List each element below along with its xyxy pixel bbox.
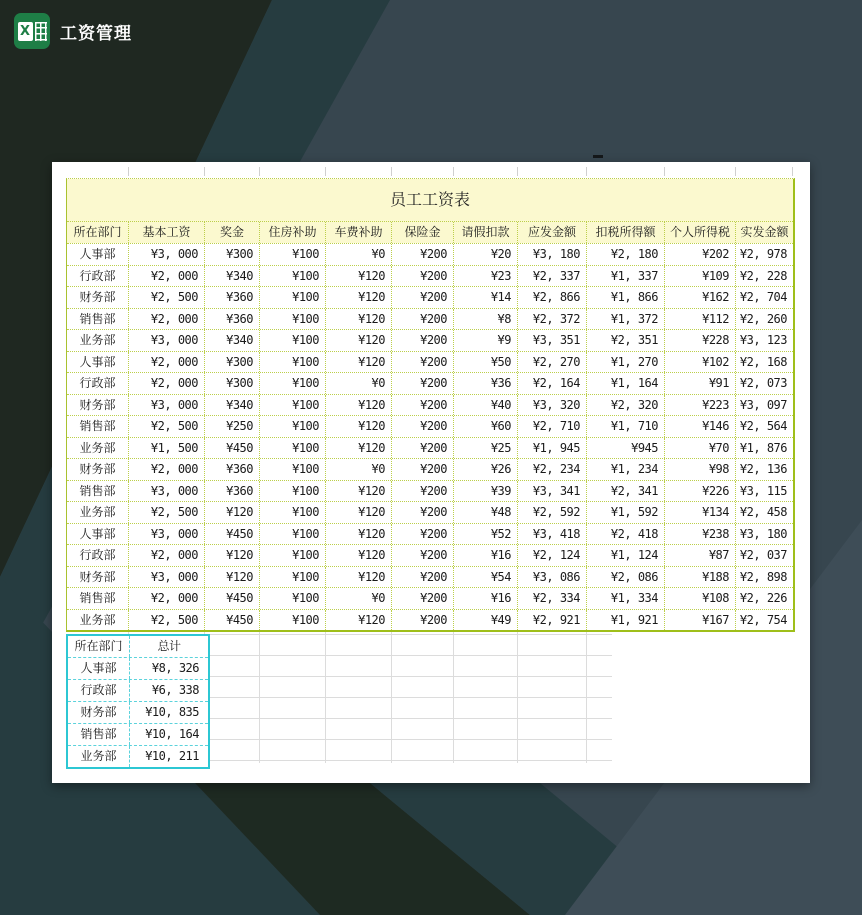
column-header[interactable]: 扣税所得额 [587,222,665,243]
table-row [67,243,793,265]
table-cell[interactable]: ¥300 [205,373,260,394]
table-cell[interactable]: ¥2, 458 [739,505,787,519]
table-cell[interactable]: ¥0 [326,244,392,265]
table-cell[interactable]: 行政部 [67,373,129,394]
table-cell[interactable]: ¥3, 000 [129,481,205,502]
table-cell[interactable]: ¥100 [260,524,326,545]
table-cell[interactable]: ¥20 [454,244,518,265]
table-cell[interactable]: ¥23 [454,266,518,287]
table-cell[interactable]: ¥1, 921 [587,610,665,631]
table-cell[interactable]: ¥2, 320 [587,395,665,416]
table-cell[interactable]: ¥3, 097 [739,397,787,412]
table-cell[interactable]: ¥120 [326,502,392,523]
summary-cell[interactable]: 行政部 [68,680,130,701]
table-cell[interactable]: ¥2, 000 [129,459,205,480]
table-cell[interactable]: ¥2, 418 [587,524,665,545]
table-cell[interactable]: 业务部 [67,330,129,351]
table-cell[interactable]: ¥100 [260,610,326,631]
table-cell[interactable]: ¥2, 000 [129,266,205,287]
table-cell[interactable]: ¥98 [665,459,736,480]
table-cell[interactable]: ¥2, 978 [739,247,787,261]
column-header[interactable]: 实发金额 [740,225,789,239]
table-cell[interactable]: ¥200 [392,502,454,523]
table-cell[interactable]: ¥100 [260,395,326,416]
table-cell[interactable]: ¥100 [260,459,326,480]
table-cell[interactable]: ¥120 [326,330,392,351]
table-cell[interactable]: ¥120 [326,610,392,631]
table-cell[interactable]: ¥340 [205,266,260,287]
table-cell[interactable]: ¥40 [454,395,518,416]
table-cell[interactable]: ¥2, 168 [739,354,787,369]
table-cell[interactable]: ¥200 [392,459,454,480]
table-cell[interactable]: ¥238 [665,524,736,545]
column-header[interactable]: 所在部门 [67,222,129,243]
table-cell[interactable]: ¥48 [454,502,518,523]
table-cell[interactable]: ¥25 [454,438,518,459]
table-cell[interactable]: ¥2, 000 [129,352,205,373]
table-cell[interactable]: ¥2, 000 [129,588,205,609]
table-cell[interactable]: 业务部 [67,502,129,523]
table-cell[interactable]: ¥1, 270 [587,352,665,373]
table-cell[interactable]: ¥340 [205,330,260,351]
table-cell[interactable]: 行政部 [67,266,129,287]
header-row [67,222,793,243]
table-cell[interactable]: 财务部 [67,287,129,308]
table-row [67,501,793,523]
window-titlebar [14,13,132,49]
table-cell[interactable]: ¥1, 500 [129,438,205,459]
table-cell[interactable]: ¥14 [454,287,518,308]
table-cell[interactable]: ¥200 [392,524,454,545]
table-row [67,286,793,308]
table-cell[interactable]: ¥54 [454,567,518,588]
table-cell[interactable]: ¥2, 037 [739,548,787,562]
table-cell[interactable]: ¥1, 372 [587,309,665,330]
table-cell[interactable]: ¥100 [260,438,326,459]
column-header[interactable]: 应发金额 [518,222,587,243]
table-cell[interactable]: ¥450 [205,610,260,631]
table-cell[interactable]: ¥200 [392,244,454,265]
table-cell[interactable]: ¥360 [205,309,260,330]
table-row [67,458,793,480]
table-row [67,523,793,545]
table-cell[interactable]: ¥120 [326,395,392,416]
table-row [67,415,793,437]
summary-cell[interactable]: 财务部 [68,702,130,723]
table-cell[interactable]: ¥120 [326,438,392,459]
table-cell[interactable]: ¥2, 000 [129,373,205,394]
table-cell[interactable]: ¥2, 124 [518,545,587,566]
table-cell[interactable]: ¥9 [454,330,518,351]
page-title: 工资管理 [60,23,132,44]
table-cell[interactable]: 财务部 [67,459,129,480]
table-cell[interactable]: ¥1, 234 [587,459,665,480]
table-cell[interactable]: 人事部 [67,352,129,373]
table-cell[interactable]: ¥1, 124 [587,545,665,566]
table-cell[interactable]: ¥108 [665,588,736,609]
table-cell[interactable]: ¥120 [326,481,392,502]
table-cell[interactable]: ¥2, 500 [129,502,205,523]
column-header[interactable]: 个人所得税 [665,222,736,243]
table-cell[interactable]: ¥120 [326,266,392,287]
table-cell[interactable]: ¥100 [260,567,326,588]
summary-cell[interactable]: 销售部 [68,724,130,745]
table-cell[interactable]: ¥100 [260,373,326,394]
table-cell[interactable]: ¥2, 164 [518,373,587,394]
table-cell[interactable]: ¥360 [205,481,260,502]
table-cell[interactable]: ¥360 [205,459,260,480]
table-cell[interactable]: ¥0 [326,373,392,394]
table-row [67,351,793,373]
table-cell[interactable]: ¥2, 270 [518,352,587,373]
table-cell[interactable]: 财务部 [67,567,129,588]
table-cell[interactable]: ¥2, 500 [129,416,205,437]
table-cell[interactable]: ¥3, 000 [129,330,205,351]
table-cell[interactable]: ¥87 [665,545,736,566]
excel-icon [14,13,50,49]
table-cell[interactable]: ¥100 [260,545,326,566]
table-cell[interactable]: ¥2, 592 [518,502,587,523]
table-row [67,566,793,588]
table-cell[interactable]: ¥100 [260,266,326,287]
sheet-title: 员工工资表 [67,179,793,222]
table-cell[interactable]: ¥146 [665,416,736,437]
column-header[interactable]: 奖金 [205,222,260,243]
table-cell[interactable]: ¥100 [260,481,326,502]
table-cell[interactable]: ¥1, 710 [587,416,665,437]
table-row [67,480,793,502]
table-cell[interactable]: ¥3, 341 [518,481,587,502]
table-cell[interactable]: 业务部 [67,610,129,631]
table-cell[interactable]: ¥100 [260,309,326,330]
table-row [67,394,793,416]
table-cell[interactable]: ¥167 [665,610,736,631]
table-cell[interactable]: ¥102 [665,352,736,373]
table-cell[interactable]: ¥200 [392,373,454,394]
table-cell[interactable]: ¥200 [392,610,454,631]
summary-cell[interactable]: ¥8, 326 [151,661,199,675]
table-cell[interactable]: ¥52 [454,524,518,545]
table-cell[interactable]: ¥1, 876 [739,440,787,455]
table-cell[interactable]: ¥100 [260,352,326,373]
summary-table [66,634,210,769]
table-cell[interactable]: ¥2, 234 [518,459,587,480]
table-cell[interactable]: ¥223 [665,395,736,416]
table-cell[interactable]: 销售部 [67,309,129,330]
table-cell[interactable]: ¥450 [205,438,260,459]
table-cell[interactable]: ¥2, 226 [739,591,787,605]
table-cell[interactable]: ¥200 [392,416,454,437]
table-cell[interactable]: ¥300 [205,244,260,265]
table-cell[interactable]: ¥100 [260,244,326,265]
column-header[interactable]: 车费补助 [326,222,392,243]
summary-column-header[interactable]: 所在部门 [68,636,130,657]
table-cell[interactable]: ¥0 [326,588,392,609]
table-cell[interactable]: ¥250 [205,416,260,437]
table-cell[interactable]: ¥3, 320 [518,395,587,416]
summary-row [68,723,208,745]
table-cell[interactable]: 人事部 [67,244,129,265]
table-cell[interactable]: ¥8 [454,309,518,330]
table-cell[interactable]: ¥16 [454,588,518,609]
table-cell[interactable]: ¥120 [205,567,260,588]
table-row [67,609,793,631]
table-cell[interactable]: ¥2, 086 [587,567,665,588]
summary-row [68,657,208,679]
table-cell[interactable]: ¥1, 592 [587,502,665,523]
summary-cell[interactable]: 人事部 [68,658,130,679]
table-cell[interactable]: 销售部 [67,416,129,437]
summary-cell[interactable]: ¥10, 164 [145,727,199,741]
table-cell[interactable]: ¥120 [326,309,392,330]
summary-cell[interactable]: ¥10, 211 [145,749,199,763]
table-cell[interactable]: ¥120 [326,416,392,437]
table-cell[interactable]: ¥50 [454,352,518,373]
excel-grid-glyph [35,22,47,41]
table-cell[interactable]: ¥2, 710 [518,416,587,437]
table-cell[interactable]: ¥134 [665,502,736,523]
table-cell[interactable]: ¥2, 073 [739,376,787,390]
table-cell[interactable]: ¥200 [392,266,454,287]
table-cell[interactable]: ¥70 [665,438,736,459]
table-cell[interactable]: ¥2, 866 [518,287,587,308]
table-cell[interactable]: ¥120 [326,352,392,373]
table-cell[interactable]: ¥228 [665,330,736,351]
table-cell[interactable]: 销售部 [67,588,129,609]
table-cell[interactable]: ¥100 [260,287,326,308]
excel-x-glyph: X [18,22,33,41]
table-cell[interactable]: ¥2, 136 [739,462,787,476]
table-cell[interactable]: ¥202 [665,244,736,265]
table-cell[interactable]: ¥100 [260,588,326,609]
table-cell[interactable]: 财务部 [67,395,129,416]
table-cell[interactable]: ¥100 [260,502,326,523]
table-cell[interactable]: ¥16 [454,545,518,566]
table-cell[interactable]: ¥60 [454,416,518,437]
table-cell[interactable]: ¥226 [665,481,736,502]
table-cell[interactable]: ¥300 [205,352,260,373]
table-cell[interactable]: ¥1, 866 [587,287,665,308]
table-row [67,437,793,459]
table-cell[interactable]: ¥200 [392,309,454,330]
table-cell[interactable]: ¥450 [205,524,260,545]
table-cell[interactable]: ¥120 [205,545,260,566]
table-cell[interactable]: ¥188 [665,567,736,588]
table-cell[interactable]: ¥200 [392,330,454,351]
table-cell[interactable]: ¥49 [454,610,518,631]
summary-cell[interactable]: ¥10, 835 [145,705,199,719]
table-cell[interactable]: ¥200 [392,567,454,588]
table-cell[interactable]: ¥2, 000 [129,309,205,330]
table-cell[interactable]: ¥2, 260 [739,311,787,326]
table-cell[interactable]: ¥2, 500 [129,287,205,308]
table-cell[interactable]: 人事部 [67,524,129,545]
spreadsheet-card [52,162,810,783]
table-cell[interactable]: ¥2, 898 [739,569,787,584]
table-cell[interactable]: ¥1, 164 [587,373,665,394]
table-cell[interactable]: ¥120 [326,567,392,588]
table-cell[interactable]: ¥2, 564 [739,419,787,433]
table-cell[interactable]: ¥120 [326,287,392,308]
table-cell[interactable]: ¥0 [326,459,392,480]
table-cell[interactable]: ¥2, 372 [518,309,587,330]
summary-row [68,745,208,767]
table-cell[interactable]: ¥200 [392,438,454,459]
column-header[interactable]: 住房补助 [260,222,326,243]
table-cell[interactable]: 销售部 [67,481,129,502]
table-cell[interactable]: ¥1, 945 [518,438,587,459]
table-cell[interactable]: ¥360 [205,287,260,308]
table-cell[interactable]: ¥3, 123 [739,333,787,347]
table-cell[interactable]: ¥100 [260,330,326,351]
table-cell[interactable]: ¥120 [205,502,260,523]
column-header[interactable]: 请假扣款 [454,222,518,243]
table-row [67,587,793,609]
table-row [67,308,793,330]
table-cell[interactable]: ¥200 [392,481,454,502]
summary-row [68,679,208,701]
table-cell[interactable]: ¥2, 341 [587,481,665,502]
table-cell[interactable]: ¥3, 086 [518,567,587,588]
summary-row [68,701,208,723]
table-cell[interactable]: ¥120 [326,545,392,566]
table-row [67,544,793,566]
table-cell[interactable]: ¥2, 351 [587,330,665,351]
column-header[interactable]: 基本工资 [129,222,205,243]
table-cell[interactable]: ¥2, 334 [518,588,587,609]
table-cell[interactable]: ¥2, 500 [129,610,205,631]
column-header[interactable]: 保险金 [392,222,454,243]
table-row [67,265,793,287]
table-cell[interactable]: ¥3, 418 [518,524,587,545]
summary-header-row [68,636,208,657]
table-cell[interactable]: ¥3, 000 [129,395,205,416]
table-row [67,329,793,351]
table-cell[interactable]: ¥2, 754 [739,612,787,627]
table-cell[interactable]: ¥2, 337 [518,266,587,287]
table-cell[interactable]: ¥39 [454,481,518,502]
table-cell[interactable]: ¥3, 000 [129,524,205,545]
salary-table [66,178,795,632]
table-cell[interactable]: ¥340 [205,395,260,416]
summary-column-header[interactable]: 总计 [157,639,181,653]
table-cell[interactable]: ¥3, 351 [518,330,587,351]
table-cell[interactable]: ¥36 [454,373,518,394]
table-cell[interactable]: ¥2, 000 [129,545,205,566]
table-cell[interactable]: ¥2, 228 [739,268,787,283]
summary-cell[interactable]: 业务部 [68,746,130,767]
table-cell[interactable]: ¥2, 180 [587,244,665,265]
table-cell[interactable]: ¥1, 334 [587,588,665,609]
table-cell[interactable]: ¥3, 115 [739,483,787,498]
table-cell[interactable]: ¥200 [392,588,454,609]
table-cell[interactable]: ¥112 [665,309,736,330]
table-cell[interactable]: ¥2, 704 [739,290,787,304]
table-cell[interactable]: ¥200 [392,545,454,566]
table-cell[interactable]: 行政部 [67,545,129,566]
table-cell[interactable]: ¥162 [665,287,736,308]
table-cell[interactable]: ¥450 [205,588,260,609]
cursor-artifact-mark [593,155,603,158]
table-cell[interactable]: ¥3, 180 [518,244,587,265]
table-cell[interactable]: ¥200 [392,287,454,308]
table-cell[interactable]: ¥3, 000 [129,567,205,588]
table-cell[interactable]: ¥200 [392,395,454,416]
table-cell[interactable]: ¥109 [665,266,736,287]
table-cell[interactable]: ¥1, 337 [587,266,665,287]
table-cell[interactable]: ¥3, 180 [739,526,787,541]
table-cell[interactable]: ¥91 [665,373,736,394]
table-cell[interactable]: ¥100 [260,416,326,437]
summary-cell[interactable]: ¥6, 338 [151,683,199,697]
table-cell[interactable]: ¥26 [454,459,518,480]
table-row [67,372,793,394]
table-cell[interactable]: ¥120 [326,524,392,545]
table-cell[interactable]: ¥3, 000 [129,244,205,265]
table-cell[interactable]: 业务部 [67,438,129,459]
table-cell[interactable]: ¥945 [587,438,665,459]
table-cell[interactable]: ¥2, 921 [518,610,587,631]
table-cell[interactable]: ¥200 [392,352,454,373]
